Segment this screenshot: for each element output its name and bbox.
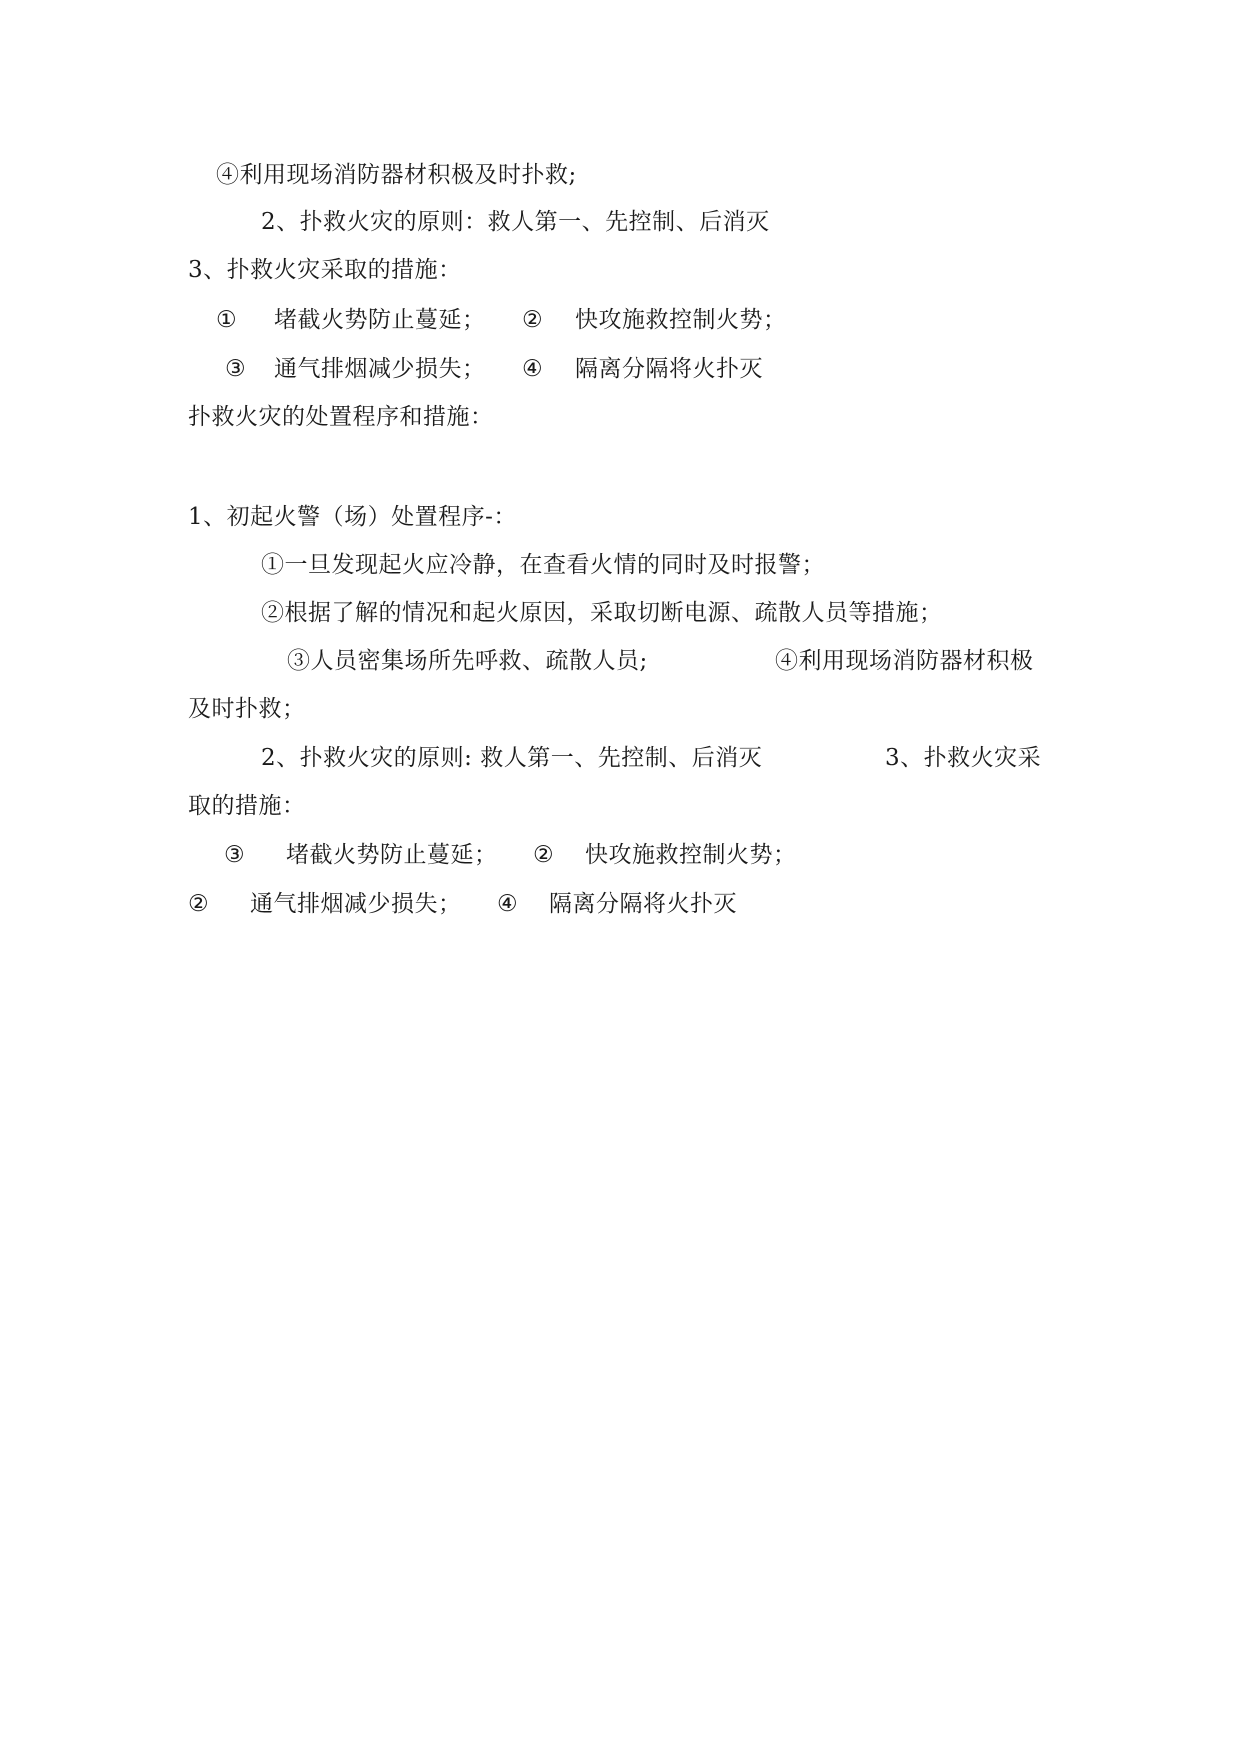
list-marker: ③ [225, 356, 247, 382]
text-line: 2、扑救火灾的原则：救人第一、先控制、后消灭 [261, 209, 770, 235]
text-line: 3、扑救火灾采取的措施： [188, 257, 462, 283]
text-line: ②根据了解的情况和起火原因，采取切断电源、疏散人员等措施； [261, 600, 943, 626]
text-line: ③人员密集场所先呼救、疏散人员; [287, 648, 648, 674]
list-marker: ④ [522, 356, 544, 382]
text-line: 通气排烟减少损失； [250, 891, 462, 917]
text-line: 隔离分隔将火扑灭 [575, 356, 763, 382]
text-line: 通气排烟减少损失； [274, 356, 486, 382]
section-heading: 扑救火灾的处置程序和措施： [188, 404, 494, 430]
text-line: 快攻施救控制火势； [585, 842, 797, 868]
text-line: 取的措施： [188, 793, 306, 819]
text-line: 1、初起火警（场）处置程序-： [188, 504, 517, 530]
list-marker: ① [216, 307, 238, 333]
text-line: 堵截火势防止蔓延； [286, 842, 498, 868]
list-marker: ② [188, 891, 210, 917]
text-line: ①一旦发现起火应冷静，在查看火情的同时及时报警； [261, 552, 825, 578]
text-line: ④利用现场消防器材积极及时扑救; [216, 162, 577, 188]
list-marker: ④ [497, 891, 519, 917]
text-line: ④利用现场消防器材积极 [775, 648, 1034, 674]
text-line: 及时扑救； [188, 696, 306, 722]
text-line: 隔离分隔将火扑灭 [549, 891, 737, 917]
text-line: 2、扑救火灾的原则: 救人第一、先控制、后消灭 [261, 745, 763, 771]
list-marker: ③ [224, 842, 246, 868]
list-marker: ② [522, 307, 544, 333]
text-line: 堵截火势防止蔓延； [274, 307, 486, 333]
list-marker: ② [533, 842, 555, 868]
text-line: 快攻施救控制火势； [575, 307, 787, 333]
text-line: 3、扑救火灾采 [885, 745, 1042, 771]
